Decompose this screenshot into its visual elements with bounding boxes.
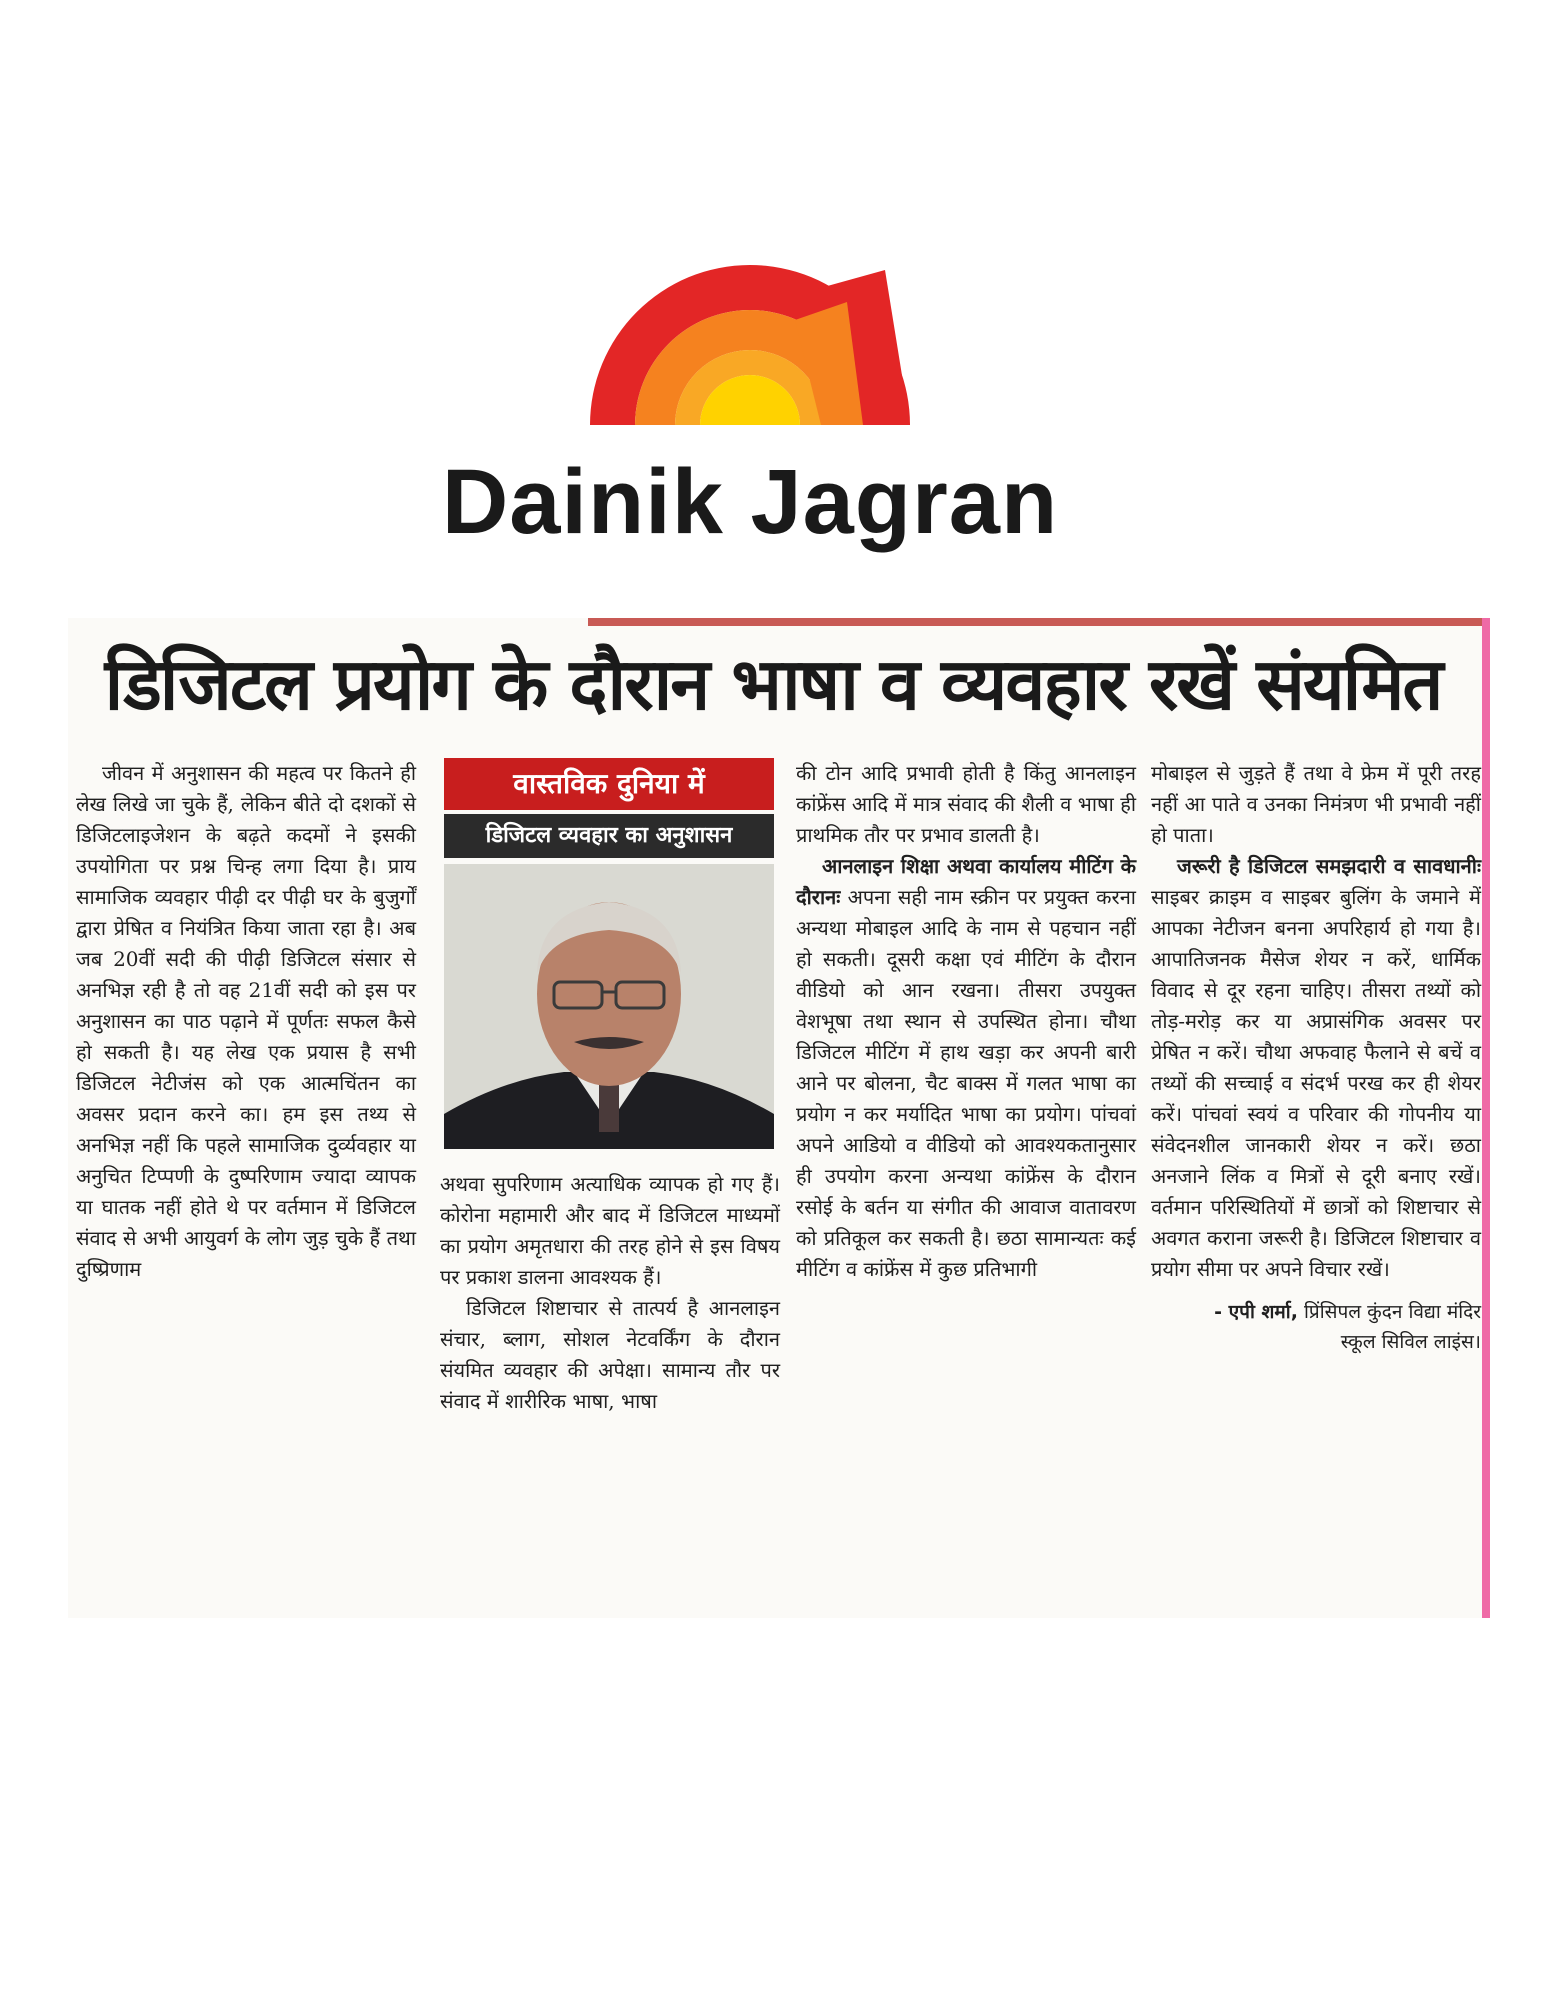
subheading: आनलाइन शिक्षा अथवा कार्यालय मीटिंग के दौरानः bbox=[796, 854, 1136, 909]
article-paragraph: जीवन में अनुशासन की महत्व पर कितने ही लेख लिखे जा चुके हैं, लेकिन बीते दो दशकों से डिजिटलाइजेशन के बढ़ते कदमों ने इसकी उपयोगिता पर प्रश्न चिन्ह लगा दिया है। प्राय सामाजिक व्यवहार पीढ़ी दर पीढ़ी घर के बुजुर्गों द्वारा प्रेषित व नियंत्रित किया जाता रहा है। अब जब 20वीं सदी की पीढ़ी डिजिटल संसार से अनभिज्ञ रही है तो वह 21वीं सदी को इस पर अनुशासन का पाठ पढ़ाने में पूर्णतः सफल कैसे हो सकती है। यह लेख एक प्रयास है सभी डिजिटल नेटीजंस को एक आत्मचिंतन का अवसर प्रदान करने का। हम इस तथ्य से अनभिज्ञ नहीं कि पहले सामाजिक दुर्व्यवहार या अनुचित टिप्पणी के दुष्परिणाम ज्यादा व्यापक या घातक नहीं होते थे पर वर्तमान में डिजिटल संवाद से अभी आयुवर्ग के लोग जुड़ चुके हैं तथा दुष्प्रिणाम bbox=[76, 761, 416, 1281]
article-paragraph: अथवा सुपरिणाम अत्याधिक व्यापक हो गए हैं। कोरोना महामारी और बाद में डिजिटल माध्यमों का प्रयोग अमृतधारा की तरह होने से इस विषय पर प्रकाश डालना आवश्यक हैं। bbox=[440, 1172, 780, 1289]
article-paragraph bbox=[796, 851, 1136, 1285]
paragraph-text: साइबर क्राइम व साइबर बुलिंग के जमाने में आपका नेटीजन बनना अपरिहार्य हो गया है। आपातिजनक मैसेज शेयर न करें, धार्मिक विवाद से दूर रहना चाहिए। तीसरा तथ्यों को तोड़-मरोड़ कर या अप्रासंगिक अवसर पर प्रेषित न करें। चौथा अफवाह फैलाने से बचें व तथ्यों की सच्चाई व संदर्भ परख कर ही शेयर करें। पांचवां स्वयं व परिवार की गोपनीय या संवेदनशील जानकारी शेयर न करें। छठा अनजाने लिंक व मित्रों से दूरी बनाए रखें। वर्तमान परिस्थितियों में छात्रों को शिष्टाचार से अवगत कराना जरूरी है। डिजिटल शिष्टाचार व प्रयोग सीमा पर अपने विचार रखें। bbox=[1151, 885, 1481, 1281]
article-paragraph: मोबाइल से जुड़ते हैं तथा वे फ्रेम में पूरी तरह नहीं आ पाते व उनका निमंत्रण भी प्रभावी नहीं हो पाता। bbox=[1151, 761, 1481, 847]
article-paragraph: डिजिटल शिष्टाचार से तात्पर्य है आनलाइन संचार, ब्लाग, सोशल नेटवर्किंग के दौरान संयमित व्यवहार की अपेक्षा। सामान्य तौर पर संवाद में शारीरिक भाषा, भाषा bbox=[440, 1296, 780, 1413]
byline-name: - एपी शर्मा, bbox=[1214, 1301, 1298, 1323]
feature-box-title: वास्तविक दुनिया में bbox=[444, 758, 774, 810]
article-column-4 bbox=[1151, 758, 1481, 1357]
author-byline bbox=[1151, 1297, 1481, 1357]
clipping-right-border bbox=[1482, 618, 1490, 1618]
article-column-3 bbox=[796, 758, 1136, 1285]
article-headline: डिजिटल प्रयोग के दौरान भाषा व व्यवहार रखें संयमित bbox=[104, 642, 1442, 726]
article-column-2 bbox=[440, 758, 780, 1417]
paragraph-text: अपना सही नाम स्क्रीन पर प्रयुक्त करना अन्यथा मोबाइल आदि के नाम से पहचान नहीं हो सकती। दूसरी कक्षा एवं मीटिंग के दौरान वीडियो को आन रखना। तीसरा उपयुक्त वेशभूषा तथा स्थान से उपस्थित होना। चौथा डिजिटल मीटिंग में हाथ खड़ा कर अपनी बारी आने पर बोलना, चैट बाक्स में गलत भाषा का प्रयोग न कर मर्यादित भाषा का प्रयोग। पांचवां अपने आडियो व वीडियो को आवश्यकतानुसार ही उपयोग करना अन्यथा कांफ्रेंस के दौरान रसोई के बर्तन या संगीत की आवाज वातावरण को प्रतिकूल कर सकती है। छठा सामान्यतः कई मीटिंग व कांफ्रेंस में कुछ प्रतिभागी bbox=[796, 885, 1136, 1281]
article-paragraph bbox=[1151, 851, 1481, 1285]
feature-box-subtitle: डिजिटल व्यवहार का अनुशासन bbox=[444, 814, 774, 858]
brand-name: Dainik Jagran bbox=[441, 451, 1059, 553]
clipping-top-border bbox=[588, 618, 1490, 626]
subheading: जरूरी है डिजिटल समझदारी व सावधानीः bbox=[1177, 854, 1481, 878]
article-paragraph: की टोन आदि प्रभावी होती है किंतु आनलाइन कांफ्रेंस आदि में मात्र संवाद की शैली व भाषा ही प्राथमिक तौर पर प्रभाव डालती है। bbox=[796, 761, 1136, 847]
article-column-1 bbox=[76, 758, 416, 1285]
byline-role: प्रिंसिपल कुंदन विद्या मंदिर bbox=[1297, 1301, 1481, 1323]
byline-place: स्कूल सिविल लाइंस। bbox=[1340, 1331, 1481, 1353]
newspaper-clipping bbox=[68, 618, 1490, 1618]
dainik-jagran-sun-logo bbox=[585, 250, 915, 425]
author-photo bbox=[444, 864, 774, 1149]
masthead bbox=[0, 0, 1556, 560]
